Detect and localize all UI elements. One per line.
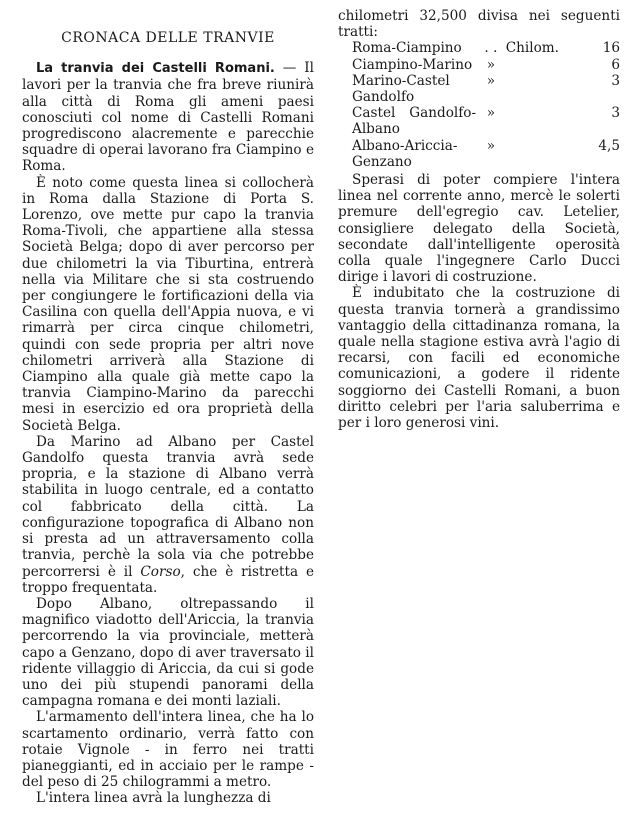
section-unit <box>506 105 559 137</box>
section-name: Castel Gandolfo-Albano <box>352 105 477 138</box>
section-name: Marino-Castel Gandolfo <box>352 72 450 106</box>
paragraph-3-text: Da Marino ad Albano per Castel Gandolfo questa tranvia avrà sede propria, e la stazione di Albano verrà stabilita in luogo centrale, ed a contatto col fabbricato della città. La configurazione topografica di Albano non si presta ad un attraversamento colla tranvia, perchè la sola via che potrebbe percorrersi è il <box>22 433 314 580</box>
paragraph-1-text: — Il lavori per la tranvia che fra breve riunirà alla città di Roma gli ameni paesi conosciuti col nome di Castelli Romani progrediscono alacremente e parecchie squadre di operai lavorano fra Ciampino e Roma. <box>22 60 314 175</box>
left-column <box>22 22 314 807</box>
paragraph-7: Sperasi di poter compiere l'intera linea nel corrente anno, mercè le solerti premure dell'egregio cav. Letelier, consigliere delegato della Società, secondate dall'intelligente operosità colla quale l'ingegnere Carlo Ducci dirige i lavori di costruzione. <box>338 172 620 286</box>
paragraph-4: Dopo Albano, oltrepassando il magnifico viadotto dell'Ariccia, la tranvia percorrendo la via provinciale, metterà capo a Genzano, dopo di aver traversato il ridente villaggio di Ariccia, da cui si gode uno dei più stupendi panorami della campagna romana e dei monti laziali. <box>22 595 315 710</box>
section-ditto: » <box>486 56 496 73</box>
table-row <box>352 138 620 170</box>
section-length: 16 <box>602 40 620 57</box>
table-row <box>352 40 620 56</box>
section-ditto: » <box>486 105 496 122</box>
paragraph-6: L'intera linea avrà la lunghezza di <box>36 790 271 807</box>
section-ditto: . . <box>484 40 498 57</box>
section-unit <box>506 138 559 170</box>
section-unit <box>506 73 559 105</box>
paragraph-8: È indubitato che la costruzione di questa tranvia tornerà a grandissimo vantaggio della cittadinanza romana, la quale nella stagione estiva avrà l'agio di recarsi, con facili ed economiche comunicazioni, a godere il ridente soggiorno dei Castelli Romani, a buon diritto celebri per l'aria saluberrima e per i loro generosi vini. <box>338 285 620 432</box>
route-sections-table <box>352 40 620 170</box>
section-name: Albano-Ariccia-Genzano <box>352 137 458 170</box>
table-row <box>352 57 620 73</box>
paragraph-6-continued: chilometri 32,500 divisa nei seguenti tratti: <box>338 8 620 41</box>
section-heading: CRONACA DELLE TRANVIE <box>61 30 275 46</box>
right-column <box>338 8 620 431</box>
table-row <box>352 105 620 137</box>
table-row <box>352 73 620 105</box>
paragraph-3 <box>22 434 314 596</box>
paragraph-3-end: , che è ristretta e troppo frequentata. <box>22 563 315 596</box>
section-unit: Chilom. <box>505 40 559 57</box>
article-title: La tranvia dei Castelli Romani. <box>36 61 275 77</box>
section-name: Ciampino-Marino <box>352 56 473 73</box>
paragraph-1 <box>22 60 314 174</box>
section-length: 3 <box>611 72 620 89</box>
section-name: Roma-Ciampino <box>352 40 462 57</box>
section-unit <box>506 57 559 73</box>
section-ditto: » <box>486 72 496 89</box>
section-length: 4,5 <box>598 137 620 154</box>
section-length: 3 <box>611 105 620 122</box>
paragraph-5: L'armamento dell'intera linea, che ha lo scartamento ordinario, verrà fatto con rotaie Vignole - in ferro nei tratti pianeggianti, ed in acciaio per le rampe - del peso di 25 chilogrammi a metro. <box>22 709 314 791</box>
paragraph-2: È noto come questa linea si collocherà in Roma dalla Stazione di Porta S. Lorenzo, ove mette pur capo la tranvia Roma-Tivoli, che appartiene alla stessa Società Belga; dopo di aver percorso per due chilometri la via Tiburtina, entrerà nella via Militare che si sta costruendo per congiungere le fortificazioni della via Casilina con quella dell'Appia nuova, e vi rimarrà per circa cinque chilometri, quindi con sede propria per altri nove chilometri arriverà alla Stazione di Ciampino alla quale già mette capo la tranvia Ciampino-Marino da parecchi mesi in esercizio ed ora proprietà della Società Belga. <box>22 174 314 434</box>
corso-italic: Corso <box>140 563 181 580</box>
section-ditto: » <box>486 137 496 154</box>
section-length: 6 <box>611 56 620 73</box>
